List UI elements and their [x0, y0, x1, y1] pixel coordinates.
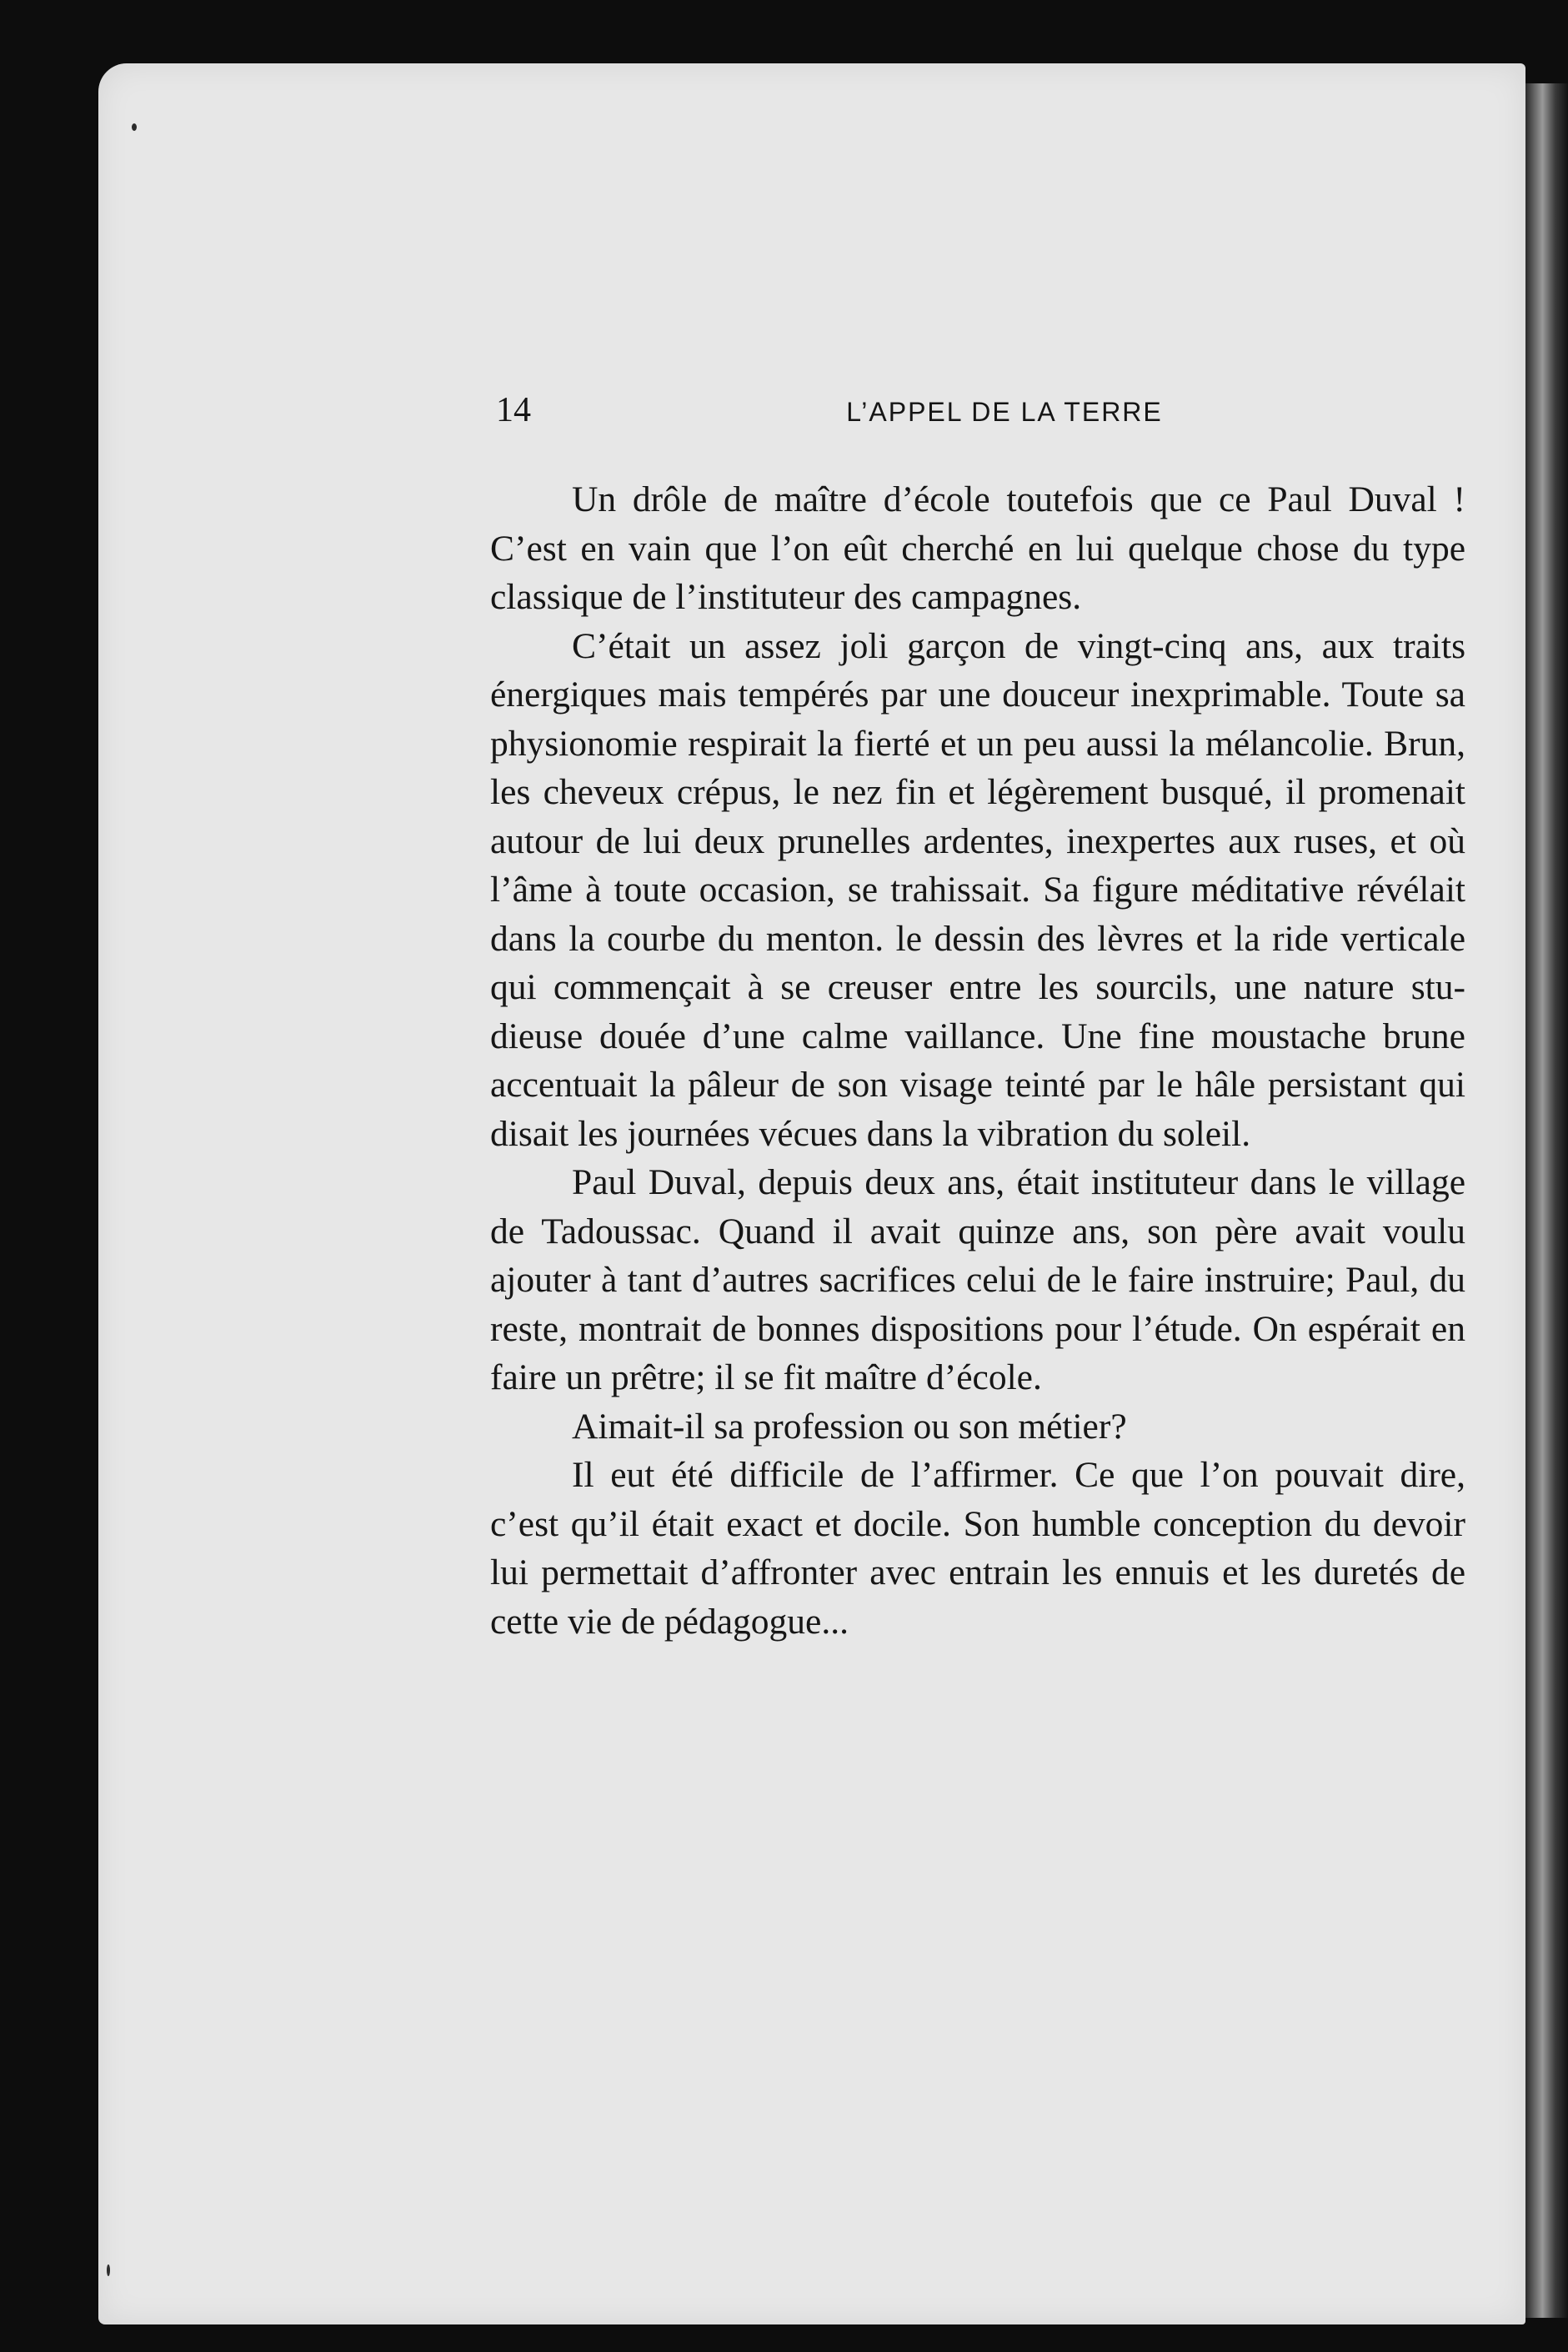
- running-head-title: L’APPEL DE LA TERRE: [846, 397, 1163, 427]
- running-head: [496, 385, 1446, 435]
- paragraph: Aimait-il sa profession ou son métier?: [572, 1406, 1127, 1447]
- paragraph: C’était un assez joli garçon de vingt-cinq ans, aux traits énergiques mais tempérés par une douceur inexprimable. Toute sa physionomie respirait la fierté et un peu aussi la mélancolie. Brun, les cheveux crépus, le nez fin et légèrement busqué, il promenait autour de lui deux prunelles ardentes, inexpertes aux ruses, et où l’âme à toute occasion, se trahissait. Sa figure méditative révélait dans la courbe du menton. le dessin des lèvres et la ride verticale qui commençait à se creuser entre les sourcils, une nature studieuse douée d’une calme vaillance. Une fine moustache brune accentuait la pâleur de son visage teinté par le hâle persistant qui disait les journées vécues dans la vibration du soleil.: [490, 625, 1465, 1154]
- scan-speck: [132, 123, 137, 131]
- scan-speck: [107, 2264, 110, 2276]
- paragraph: Il eut été difficile de l’affirmer. Ce que l’on pouvait dire, c’est qu’il était exact et docile. Son humble conception du devoir lui permettait d’affronter avec entrain les ennuis et les duretés de cette vie de pédagogue...: [490, 1455, 1465, 1642]
- scan-edge: [1525, 83, 1568, 2318]
- paragraph: Paul Duval, depuis deux ans, était instituteur dans le village de Tadoussac. Quand il avait quinze ans, son père avait voulu ajouter à tant d’autres sacrifices celui de le faire instruire; Paul, du reste, montrait de bonnes dispositions pour l’étude. On espérait en faire un prêtre; il se fit maître d’école.: [490, 1162, 1465, 1397]
- paragraph: Un drôle de maître d’école toutefois que ce Paul Duval ! C’est en vain que l’on eût cherché en lui quelque chose du type classique de l’instituteur des campagnes.: [490, 479, 1465, 617]
- body-text: [490, 475, 1465, 1646]
- page-number: 14: [496, 391, 531, 429]
